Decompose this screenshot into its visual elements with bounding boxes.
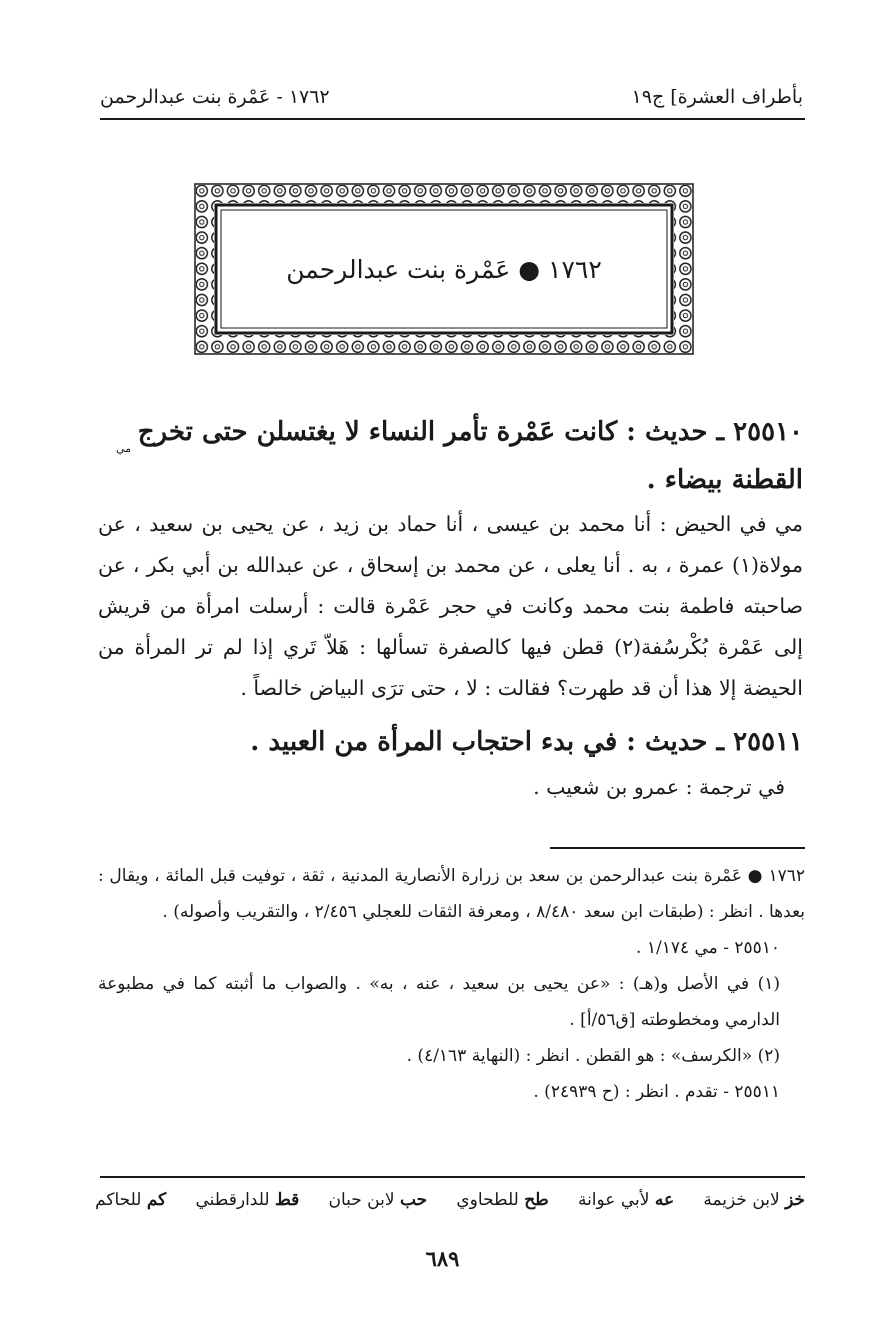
abbrev-label: للحاكم	[95, 1190, 142, 1210]
footnote-narrator: ١٧٦٢ ● عَمْرة بنت عبدالرحمن بن سعد بن زرارة الأنصارية المدنية ، ثقة ، توفيت قبل المائة ، ويقال : بعدها . انظر : (طبقات ابن سعد ٨/٤٨٠ ، ومعرفة الثقات للعجلي ٢/٤٥٦ ، والتقريب وأصوله) .	[98, 866, 805, 922]
footnote-25511-source: ٢٥٥١١ - تقدم . انظر : (ح ٢٤٩٣٩) .	[533, 1082, 780, 1102]
abbrev-code: كم	[146, 1190, 167, 1210]
footnote-25510-source: ٢٥٥١٠ - مي ١/١٧٤ .	[636, 938, 780, 958]
abbrev-code: حب	[399, 1190, 428, 1210]
footnote-divider	[550, 847, 805, 849]
hadith-25511-heading: ٢٥٥١١ ـ حديث : في بدء احتجاب المرأة من العبيد .	[250, 727, 803, 757]
footnote-2: (٢) «الكرسف» : هو القطن . انظر : (النهاية ٤/١٦٣) .	[406, 1046, 780, 1066]
marginal-source-tag: مي	[116, 442, 132, 455]
footnote-1: (١) في الأصل و(هـ) : «عن يحيى بن سعيد ، عنه ، به» . والصواب ما أثبته كما في مطبوعة الدارمي ومخطوطته [ق٥٦/أ] .	[98, 974, 780, 1030]
abbrev-label: لابن حبان	[328, 1190, 395, 1210]
header-divider	[100, 118, 805, 120]
hadith-25510-heading: ٢٥٥١٠ ـ حديث : كانت عَمْرة تأمر النساء لا يغتسلن حتى تخرج القطنة بيضاء .	[137, 417, 803, 495]
hadith-25510-body: مي في الحيض : أنا محمد بن عيسى ، أنا حماد بن زيد ، عن يحيى بن سعيد ، عن مولاة(١) عمرة ، به . أنا يعلى ، عن محمد بن إسحاق ، عن عبدالله بن أبي بكر ، عن صاحبته فاطمة بنت محمد وكانت في حجر عَمْرة قالت : أرسلت امرأة من قريش إلى عَمْرة بُكْرسُفة(٢) قطن فيها كالصفرة تسألها : هَلاّ تَري إذا لم تر المرأة من الحيضة إلا هذا أن قد طهرت؟ فقالت : لا ، حتى ترَى البياض خالصاً .	[98, 512, 803, 700]
abbrev-item	[578, 1190, 674, 1210]
abbrev-code: خز	[785, 1190, 805, 1210]
abbrev-code: عه	[654, 1190, 675, 1210]
abbrev-label: لأبي عوانة	[577, 1190, 650, 1210]
abbrev-item	[95, 1190, 166, 1210]
footnotes	[98, 858, 805, 1110]
running-header-section: ١٧٦٢ - عَمْرة بنت عبدالرحمن	[100, 86, 330, 108]
abbrev-item	[328, 1190, 427, 1210]
entry-title: ١٧٦٢ ● عَمْرة بنت عبدالرحمن	[286, 255, 602, 284]
abbrev-label: للدارقطني	[195, 1190, 270, 1210]
page-number: ٦٨٩	[425, 1246, 460, 1271]
abbrev-label: لابن خزيمة	[703, 1190, 780, 1210]
abbrev-item	[196, 1190, 300, 1210]
abbrev-label: للطحاوي	[456, 1190, 519, 1210]
abbreviations-divider	[100, 1176, 805, 1178]
hadith-25511-body: في ترجمة : عمرو بن شعيب .	[533, 775, 785, 799]
abbreviations-key	[95, 1190, 805, 1210]
running-header-book: بأطراف العشرة] ج١٩	[631, 86, 803, 108]
abbrev-code: طح	[524, 1190, 549, 1210]
abbrev-code: قط	[274, 1190, 300, 1210]
abbrev-item	[456, 1190, 548, 1210]
abbrev-item	[703, 1190, 805, 1210]
